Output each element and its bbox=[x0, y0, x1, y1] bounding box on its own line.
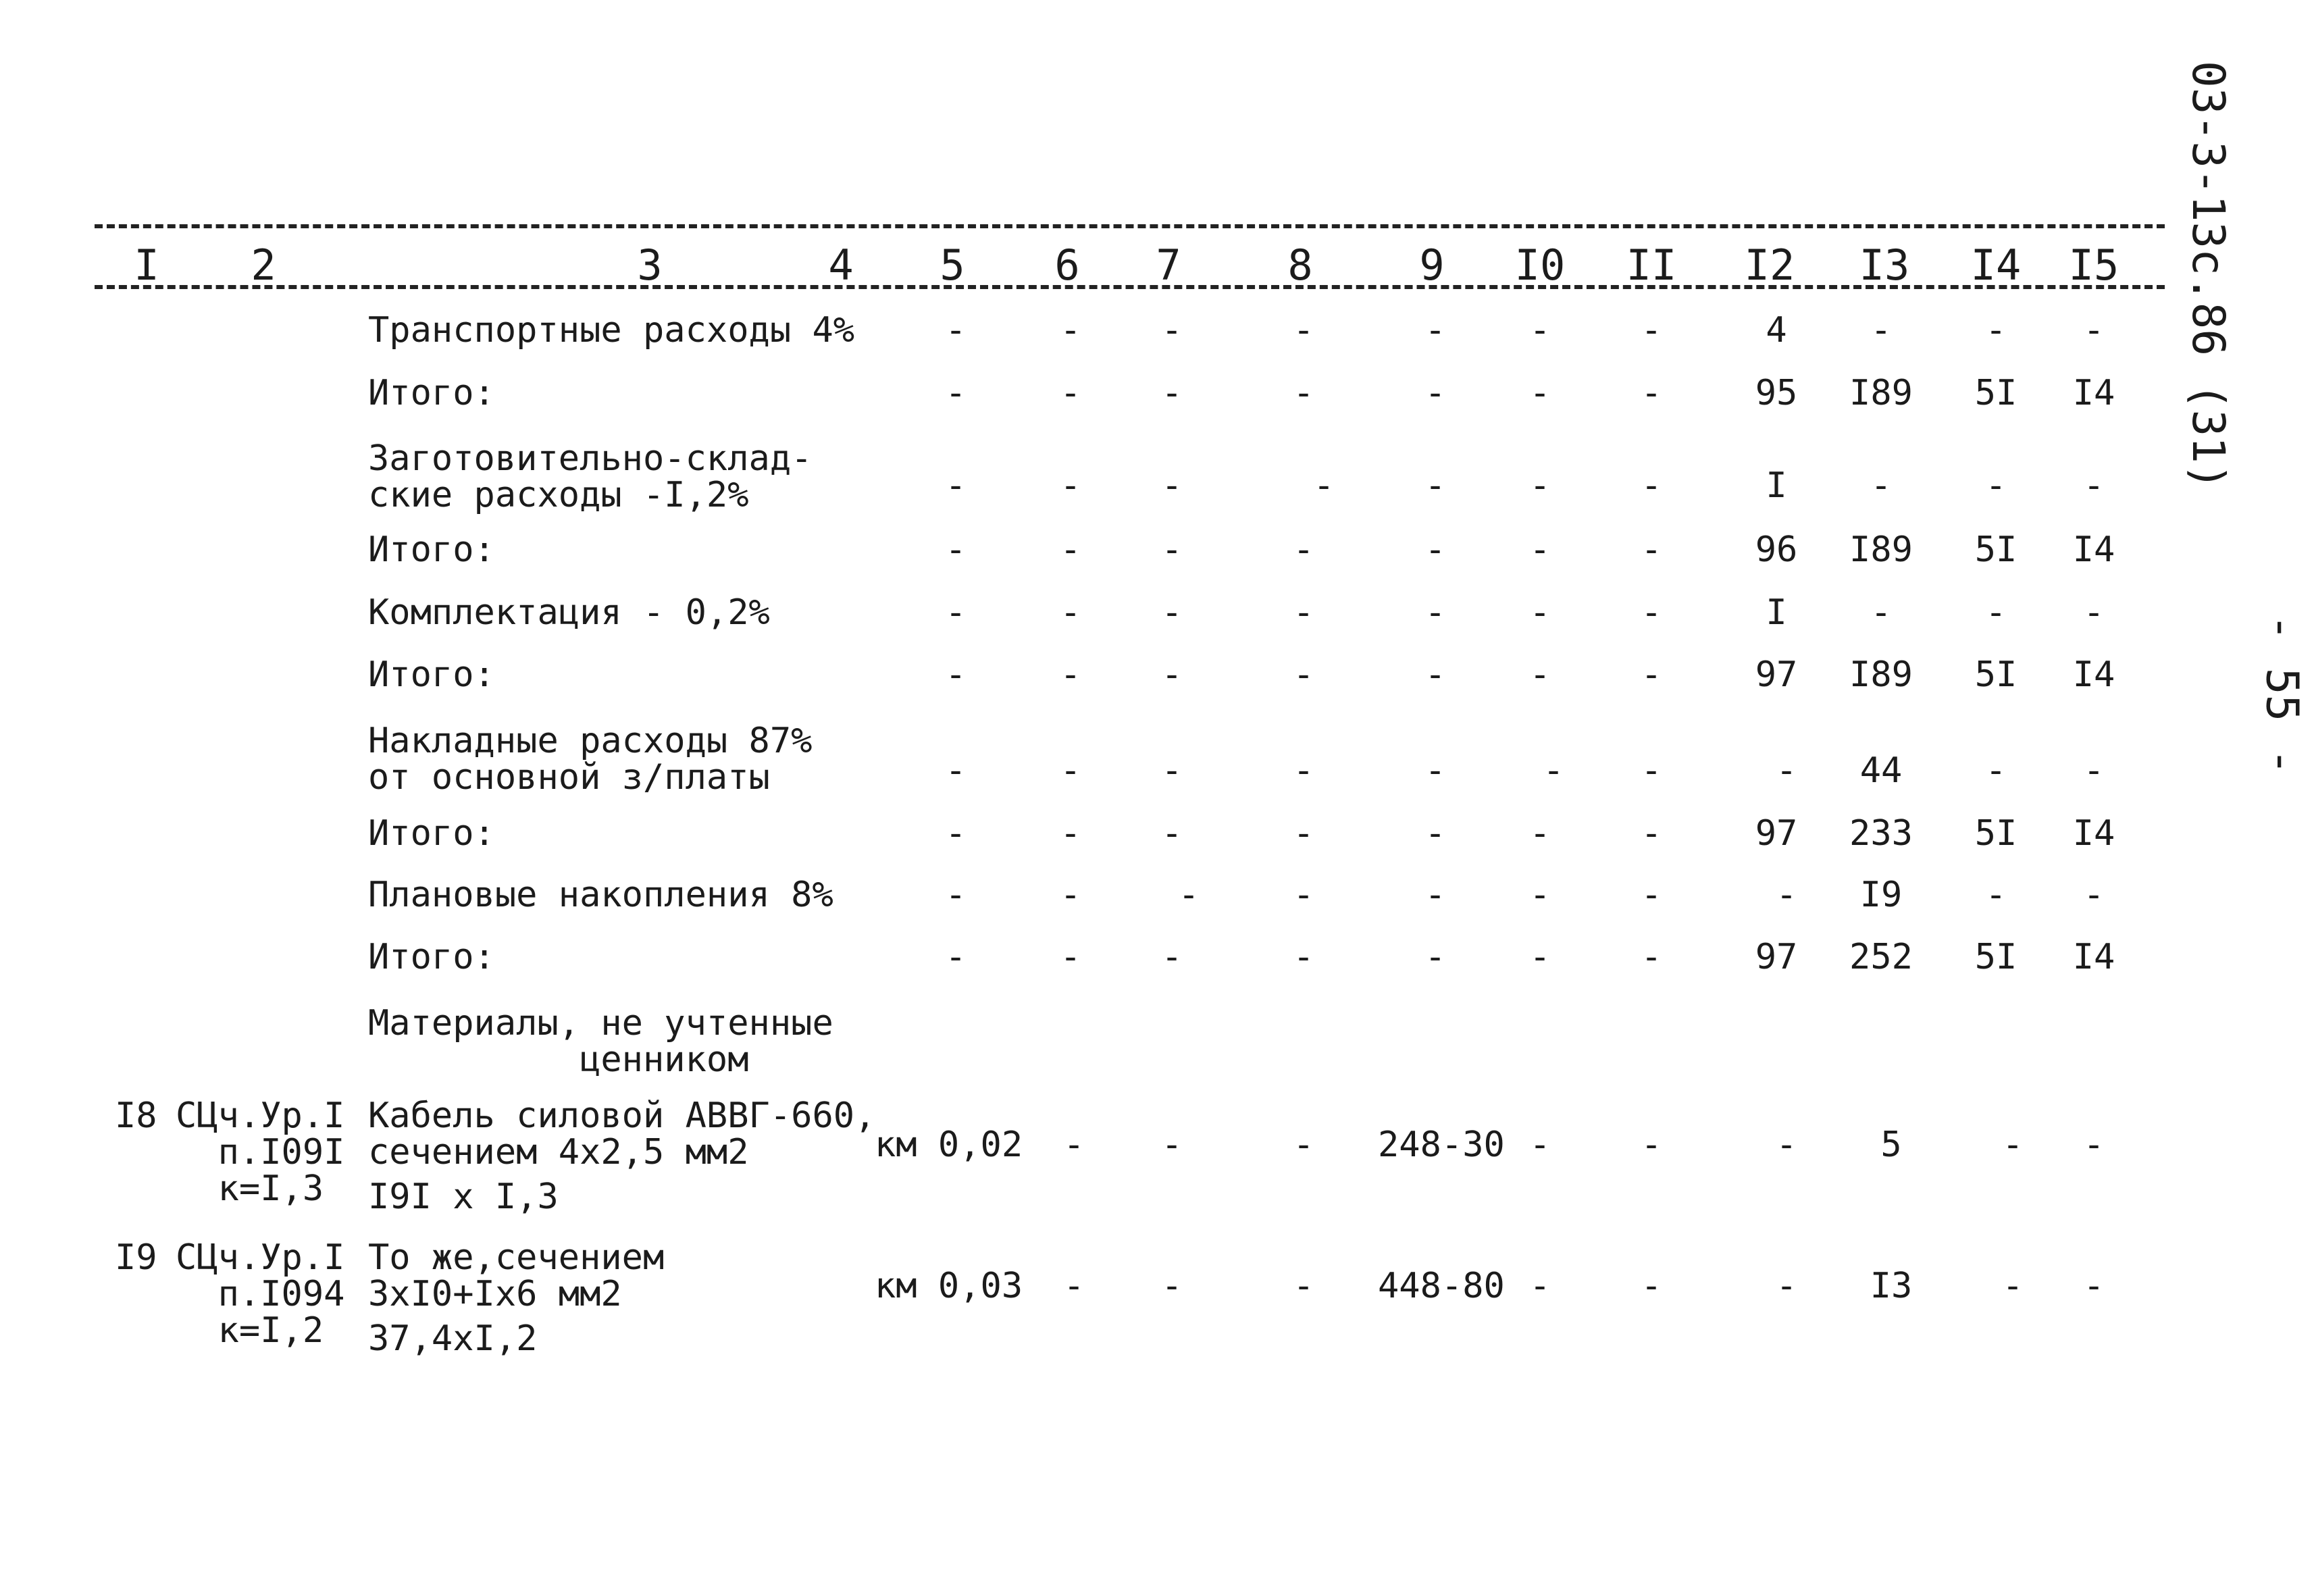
cell: 97 bbox=[1755, 654, 1798, 695]
cell: - bbox=[1161, 750, 1183, 791]
col-header: II bbox=[1626, 240, 1677, 290]
cell: - bbox=[1424, 813, 1446, 854]
cell: I89 bbox=[1849, 373, 1913, 413]
cell: - bbox=[1293, 1125, 1314, 1165]
cell: - bbox=[1985, 750, 2007, 791]
cell: I bbox=[1766, 592, 1787, 633]
item-name: То же,сечением 3хI0+Iх6 мм2 bbox=[368, 1237, 665, 1314]
cell: - bbox=[1529, 310, 1551, 351]
cell: 233 bbox=[1849, 813, 1913, 854]
col-header: I3 bbox=[1859, 240, 1910, 290]
cell: I4 bbox=[2072, 937, 2115, 977]
cell: 4 bbox=[1766, 310, 1787, 351]
cell: - bbox=[1293, 310, 1314, 351]
cell: - bbox=[1293, 813, 1314, 854]
cell: I4 bbox=[2072, 530, 2115, 570]
cell: - bbox=[945, 310, 967, 351]
cell: I3 bbox=[1870, 1266, 1913, 1306]
cell: - bbox=[1060, 875, 1081, 915]
col-header: I0 bbox=[1514, 240, 1566, 290]
cell: I9 bbox=[1859, 875, 1903, 915]
cell: - bbox=[1641, 937, 1662, 977]
cell: 5I bbox=[1974, 937, 2017, 977]
cell: 448-80 bbox=[1378, 1266, 1505, 1306]
cell: - bbox=[945, 592, 967, 633]
cell: - bbox=[1641, 310, 1662, 351]
col-header: 2 bbox=[251, 240, 276, 290]
cell: - bbox=[1060, 373, 1081, 413]
cell: - bbox=[1529, 654, 1551, 695]
cell: - bbox=[1060, 310, 1081, 351]
cell: - bbox=[1293, 875, 1314, 915]
cell: - bbox=[1985, 875, 2007, 915]
cell: - bbox=[1641, 530, 1662, 570]
cell: - bbox=[1178, 875, 1200, 915]
item-unit-qty: км 0,02 bbox=[875, 1125, 1023, 1165]
cell: - bbox=[945, 937, 967, 977]
item-calc: 37,4хI,2 bbox=[368, 1318, 538, 1359]
cell: - bbox=[1424, 310, 1446, 351]
cell: - bbox=[1293, 530, 1314, 570]
cell: - bbox=[1424, 875, 1446, 915]
cell: 5 bbox=[1880, 1125, 1902, 1165]
cell: - bbox=[1293, 750, 1314, 791]
cell: 252 bbox=[1849, 937, 1913, 977]
cell: - bbox=[1985, 465, 2007, 506]
cell: I89 bbox=[1849, 530, 1913, 570]
col-header: 3 bbox=[637, 240, 663, 290]
cell: - bbox=[2083, 1266, 2105, 1306]
cell: - bbox=[1424, 654, 1446, 695]
item-number: I8 bbox=[115, 1096, 157, 1136]
cell: - bbox=[2002, 1125, 2024, 1165]
cell: - bbox=[2083, 592, 2105, 633]
cell: 95 bbox=[1755, 373, 1798, 413]
cell: - bbox=[1641, 592, 1662, 633]
cell: - bbox=[945, 465, 967, 506]
col-header: 5 bbox=[940, 240, 965, 290]
cell: - bbox=[1060, 937, 1081, 977]
cell: - bbox=[1313, 465, 1335, 506]
row-label: Заготовительно-склад- ские расходы -I,2% bbox=[368, 438, 813, 515]
cell: - bbox=[1641, 750, 1662, 791]
cell: - bbox=[945, 875, 967, 915]
cell: - bbox=[1424, 373, 1446, 413]
item-unit-qty: км 0,03 bbox=[875, 1266, 1023, 1306]
cell: I4 bbox=[2072, 373, 2115, 413]
cell: - bbox=[945, 813, 967, 854]
cell: - bbox=[1293, 1266, 1314, 1306]
col-header: I2 bbox=[1744, 240, 1795, 290]
cell: - bbox=[1985, 592, 2007, 633]
cell: - bbox=[1543, 750, 1564, 791]
cell: - bbox=[1060, 813, 1081, 854]
cell: - bbox=[1985, 310, 2007, 351]
row-label: Накладные расходы 87% от основной з/платы bbox=[368, 721, 813, 798]
cell: - bbox=[1529, 530, 1551, 570]
cell: - bbox=[1424, 465, 1446, 506]
cell: - bbox=[1063, 1266, 1085, 1306]
cell: - bbox=[1060, 592, 1081, 633]
cell: - bbox=[1870, 465, 1892, 506]
cell: - bbox=[1424, 530, 1446, 570]
cell: - bbox=[2083, 465, 2105, 506]
cell: - bbox=[1529, 875, 1551, 915]
cell: - bbox=[1529, 373, 1551, 413]
cell: - bbox=[1424, 750, 1446, 791]
cell: - bbox=[2083, 875, 2105, 915]
col-header: 4 bbox=[828, 240, 854, 290]
col-header: 9 bbox=[1419, 240, 1445, 290]
margin-document-code: 03-3-13с.86 (31) bbox=[2182, 61, 2234, 490]
section-title: Материалы, не учтенные ценником bbox=[368, 1003, 833, 1080]
cell: - bbox=[1293, 592, 1314, 633]
cell: - bbox=[1641, 1266, 1662, 1306]
cell: - bbox=[1424, 592, 1446, 633]
cell: - bbox=[1641, 465, 1662, 506]
cell: 5I bbox=[1974, 530, 2017, 570]
cell: - bbox=[1161, 592, 1183, 633]
cell: - bbox=[1161, 530, 1183, 570]
col-header: I5 bbox=[2068, 240, 2119, 290]
cell: - bbox=[1641, 654, 1662, 695]
cell: - bbox=[1060, 654, 1081, 695]
cell: 97 bbox=[1755, 813, 1798, 854]
cell: - bbox=[2083, 1125, 2105, 1165]
col-header: 6 bbox=[1054, 240, 1080, 290]
item-code: СЦч.Ур.I п.I094 к=I,2 bbox=[176, 1237, 345, 1351]
row-label: Итого: bbox=[368, 937, 495, 977]
row-label: Итого: bbox=[368, 813, 495, 854]
cell: 96 bbox=[1755, 530, 1798, 570]
cell: - bbox=[1870, 592, 1892, 633]
cell: - bbox=[1161, 310, 1183, 351]
cell: - bbox=[945, 373, 967, 413]
cell: I bbox=[1766, 465, 1787, 506]
cell: - bbox=[945, 530, 967, 570]
cell: - bbox=[1060, 750, 1081, 791]
cell: - bbox=[1776, 1266, 1797, 1306]
cell: - bbox=[945, 750, 967, 791]
cell: - bbox=[1641, 875, 1662, 915]
cell: 5I bbox=[1974, 373, 2017, 413]
cell: 44 bbox=[1859, 750, 1903, 791]
cell: I4 bbox=[2072, 654, 2115, 695]
item-code: СЦч.Ур.I п.I09I к=I,3 bbox=[176, 1096, 345, 1209]
cell: - bbox=[1529, 1266, 1551, 1306]
row-label: Транспортные расходы 4% bbox=[368, 310, 855, 351]
row-label: Плановые накопления 8% bbox=[368, 875, 833, 915]
cell: - bbox=[1529, 592, 1551, 633]
cell: - bbox=[1293, 373, 1314, 413]
row-label: Итого: bbox=[368, 530, 495, 570]
cell: - bbox=[1529, 937, 1551, 977]
cell: - bbox=[1529, 1125, 1551, 1165]
cell: 5I bbox=[1974, 654, 2017, 695]
cell: I4 bbox=[2072, 813, 2115, 854]
cell: - bbox=[1870, 310, 1892, 351]
cell: - bbox=[945, 654, 967, 695]
cell: - bbox=[1161, 937, 1183, 977]
cell: - bbox=[2083, 750, 2105, 791]
cell: - bbox=[1641, 813, 1662, 854]
cell: - bbox=[1529, 465, 1551, 506]
cell: - bbox=[1529, 813, 1551, 854]
cell: - bbox=[1776, 750, 1797, 791]
row-label: Итого: bbox=[368, 654, 495, 695]
cell: - bbox=[1063, 1125, 1085, 1165]
item-name: Кабель силовой АВВГ-660, сечением 4х2,5 мм2 bbox=[368, 1096, 876, 1173]
cell: - bbox=[1060, 465, 1081, 506]
cell: - bbox=[1776, 1125, 1797, 1165]
cell: I89 bbox=[1849, 654, 1913, 695]
col-header: 7 bbox=[1156, 240, 1181, 290]
cell: - bbox=[1161, 654, 1183, 695]
cell: - bbox=[1776, 875, 1797, 915]
cell: - bbox=[1161, 373, 1183, 413]
cell: - bbox=[1293, 937, 1314, 977]
cell: - bbox=[1161, 1125, 1183, 1165]
cell: 5I bbox=[1974, 813, 2017, 854]
cell: - bbox=[1293, 654, 1314, 695]
cell: 97 bbox=[1755, 937, 1798, 977]
cell: 248-30 bbox=[1378, 1125, 1505, 1165]
cell: - bbox=[1424, 937, 1446, 977]
row-label: Итого: bbox=[368, 373, 495, 413]
cell: - bbox=[1060, 530, 1081, 570]
cell: - bbox=[1641, 373, 1662, 413]
header-top-rule bbox=[95, 224, 2165, 228]
page-number: - 55 - bbox=[2256, 614, 2309, 775]
cell: - bbox=[1641, 1125, 1662, 1165]
cell: - bbox=[2002, 1266, 2024, 1306]
col-header: I4 bbox=[1970, 240, 2022, 290]
item-calc: I9I х I,3 bbox=[368, 1177, 559, 1217]
cell: - bbox=[1161, 465, 1183, 506]
cell: - bbox=[2083, 310, 2105, 351]
cell: - bbox=[1161, 1266, 1183, 1306]
cell: - bbox=[1161, 813, 1183, 854]
item-number: I9 bbox=[115, 1237, 157, 1278]
col-header: 8 bbox=[1287, 240, 1313, 290]
col-header: I bbox=[134, 240, 159, 290]
row-label: Комплектация - 0,2% bbox=[368, 592, 770, 633]
